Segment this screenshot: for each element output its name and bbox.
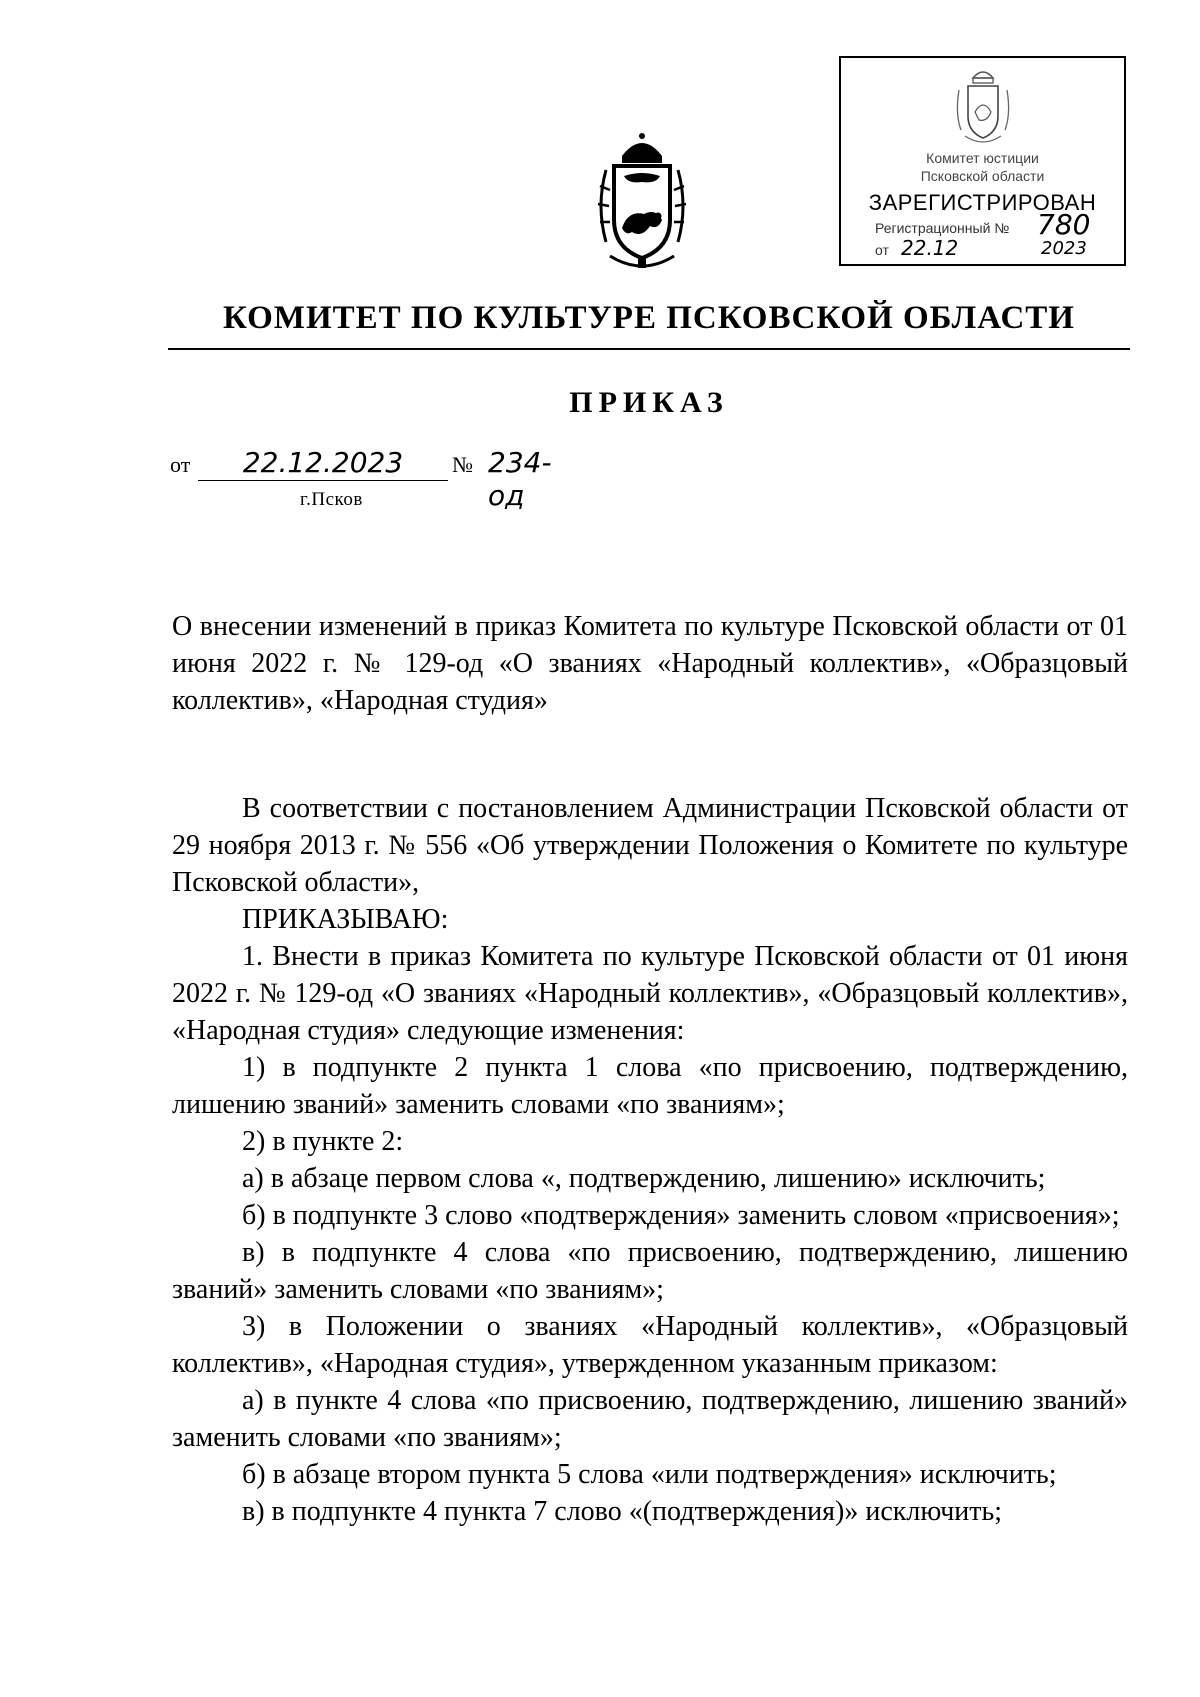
registration-stamp (839, 56, 1126, 266)
clause-paragraph: в) в подпункте 4 слова «по присвоению, подтверждению, лишению званий» заменить словами «по званиям»; (172, 1237, 1128, 1305)
stamp-authority-line1: Комитет юстиции (926, 150, 1039, 166)
clause-paragraph: в) в подпункте 4 пункта 7 слово «(подтверждения)» исключить; (242, 1496, 1003, 1527)
document-type: ПРИКАЗ (569, 386, 729, 419)
preamble-paragraph: В соответствии с постановлением Администрации Псковской области от 29 ноября 2013 г. № 556 «Об утверждении Положения о Комитете по культуре Псковской области», (172, 793, 1128, 898)
clause-paragraph: б) в подпункте 3 слово «подтверждения» заменить словом «присвоения»; (242, 1200, 1120, 1231)
order-body (172, 790, 1128, 1530)
clause-paragraph: 1) в подпункте 2 пункта 1 слова «по присвоению, подтверждению, лишению званий» заменить словами «по званиям»; (172, 1052, 1128, 1120)
order-date-field (198, 446, 448, 481)
order-number: 234-од (488, 446, 552, 512)
stamp-coat-of-arms-icon (951, 64, 1015, 148)
stamp-reg-number: 780 (1037, 208, 1091, 241)
coat-of-arms-icon (592, 130, 692, 272)
order-directive: ПРИКАЗЫВАЮ: (242, 904, 449, 935)
order-subject: О внесении изменений в приказ Комитета по культуре Псковской области от 01 июня 2022 г. № 129-од «О званиях «Народный коллектив», «Образцовый коллектив», «Народная студия» (172, 611, 1128, 716)
date-prefix: от (170, 452, 191, 477)
stamp-authority-line2: Псковской области (920, 168, 1045, 184)
header-divider (168, 348, 1130, 350)
stamp-year-value: 2023 (1041, 238, 1087, 259)
clause-paragraph: 2) в пункте 2: (242, 1126, 404, 1157)
organization-name: КОМИТЕТ ПО КУЛЬТУРЕ ПСКОВСКОЙ ОБЛАСТИ (223, 300, 1075, 336)
clause-paragraph: 1. Внести в приказ Комитета по культуре Псковской области от 01 июня 2022 г. № 129-од «О званиях «Народный коллектив», «Образцовый коллектив», «Народная студия» следующие изменения: (172, 941, 1128, 1046)
stamp-status: ЗАРЕГИСТРИРОВАН (868, 190, 1097, 215)
city: г.Псков (300, 489, 363, 510)
order-number-field (488, 446, 588, 512)
clause-paragraph: а) в пункте 4 слова «по присвоению, подтверждению, лишению званий» заменить словами «по званиям»; (172, 1385, 1128, 1453)
stamp-date-label: от (875, 242, 889, 258)
number-prefix: № (452, 452, 473, 477)
clause-paragraph: 3) в Положении о званиях «Народный коллектив», «Образцовый коллектив», «Народная студия», утвержденном указанным приказом: (172, 1311, 1128, 1379)
stamp-reg-label: Регистрационный № (875, 220, 1010, 236)
clause-paragraph: б) в абзаце втором пункта 5 слова «или подтверждения» исключить; (242, 1459, 1057, 1490)
order-date: 22.12.2023 (242, 446, 404, 479)
clause-paragraph: а) в абзаце первом слова «, подтверждению, лишению» исключить; (242, 1163, 1046, 1194)
stamp-date-value: 22.12 (901, 236, 959, 260)
